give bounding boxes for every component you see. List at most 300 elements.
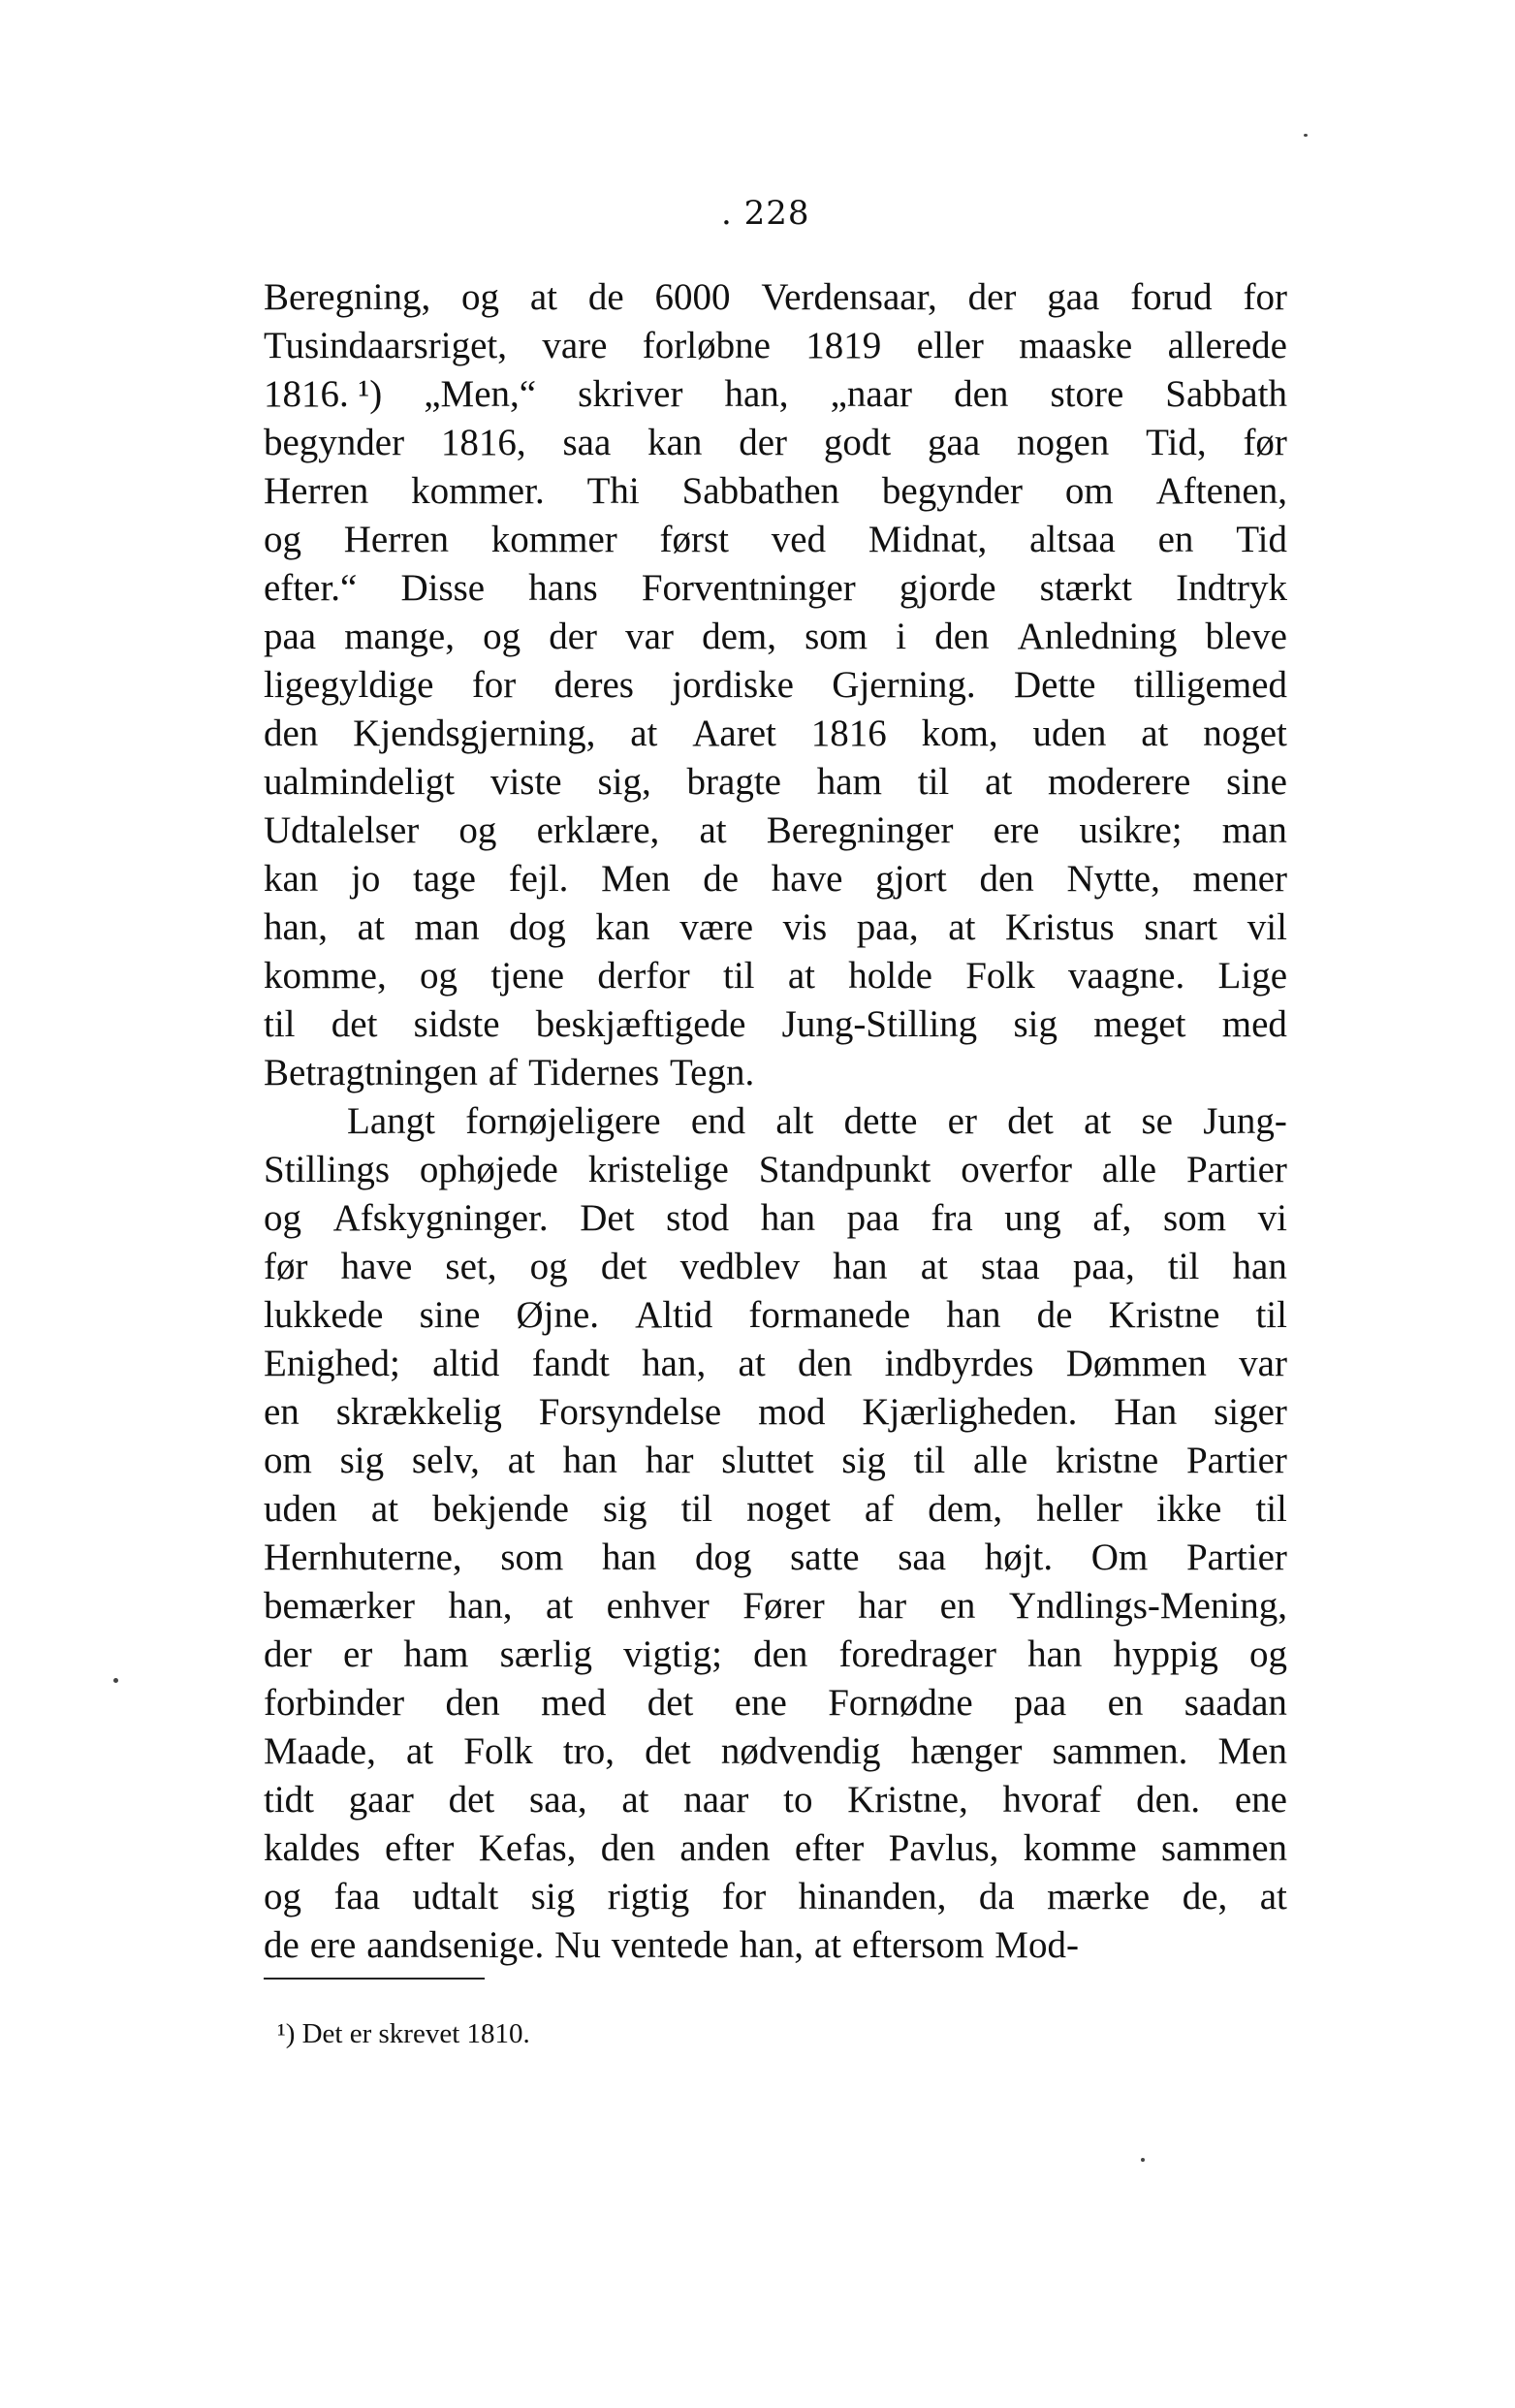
page-number: . 228 — [721, 194, 810, 233]
word: 1816, — [440, 422, 526, 463]
text-line — [264, 1049, 1287, 1097]
word: Sabbathen — [681, 470, 840, 512]
word: beskjæftigede — [535, 1003, 746, 1045]
word: uden — [264, 1488, 337, 1530]
word: tjene — [490, 955, 565, 997]
word: sig — [530, 1876, 576, 1917]
text-line — [264, 855, 1287, 903]
word: kan — [264, 858, 319, 900]
word: „Men,“ — [424, 373, 537, 415]
word: forbinder — [264, 1682, 405, 1724]
word: Herren — [264, 470, 369, 512]
word: til — [913, 1440, 946, 1481]
word: bleve — [1205, 616, 1287, 657]
word: ikke — [1156, 1488, 1222, 1530]
word: eftersom — [851, 1924, 985, 1966]
word: end — [690, 1100, 746, 1142]
word: før — [1243, 422, 1287, 463]
word: ene — [1234, 1779, 1287, 1821]
word: Standpunkt — [758, 1149, 931, 1190]
word: formanede — [748, 1294, 911, 1336]
word: altsaa — [1029, 519, 1116, 560]
word: ophøjede — [419, 1149, 558, 1190]
word: at — [529, 276, 558, 318]
word: Kjærligheden. — [862, 1391, 1078, 1433]
word: begynder — [881, 470, 1024, 512]
word: Folk — [965, 955, 1035, 997]
text-line — [264, 613, 1287, 661]
word: og — [420, 955, 458, 997]
text-line — [264, 758, 1287, 807]
text-line — [264, 322, 1287, 370]
word: for — [1243, 276, 1287, 318]
word: om — [264, 1440, 312, 1481]
word: godt — [823, 422, 892, 463]
word: paa — [846, 1197, 900, 1239]
word: som — [500, 1537, 564, 1578]
text-line — [264, 1243, 1287, 1291]
word: Udtalelser — [264, 809, 420, 851]
word: mod — [758, 1391, 826, 1433]
word: har — [858, 1585, 907, 1627]
word: det — [1007, 1100, 1054, 1142]
word: han, — [642, 1343, 707, 1384]
word: kristne — [1056, 1440, 1159, 1481]
word: Kristne — [1108, 1294, 1220, 1336]
word: for — [471, 664, 517, 706]
word: ung — [1004, 1197, 1061, 1239]
word: Forsyndelse — [538, 1391, 722, 1433]
word: de — [703, 858, 740, 900]
word: han — [833, 1246, 888, 1287]
word: komme, — [264, 955, 387, 997]
word: hvoraf — [1002, 1779, 1102, 1821]
word: fornøjeligere — [465, 1100, 661, 1142]
word: Sabbath — [1165, 373, 1287, 415]
word: overfor — [961, 1149, 1072, 1190]
word: han — [1232, 1246, 1287, 1287]
word: altid — [432, 1343, 500, 1384]
word: hinanden, — [798, 1876, 947, 1917]
word: staa — [981, 1246, 1040, 1287]
word: at — [787, 955, 815, 997]
word: gjorde — [899, 567, 996, 609]
text-line — [264, 273, 1287, 322]
text-line — [264, 1921, 1287, 1970]
word: Folk — [463, 1730, 533, 1772]
text-line — [264, 1291, 1287, 1340]
word: er — [947, 1100, 977, 1142]
word: ligegyldige — [264, 664, 434, 706]
word: Aaret — [692, 713, 776, 754]
word: Fører — [742, 1585, 825, 1627]
word: deres — [553, 664, 634, 706]
word: sig — [339, 1440, 385, 1481]
text-line — [264, 1824, 1287, 1873]
word: nogen — [1016, 422, 1110, 463]
word: af — [488, 1052, 519, 1093]
word: bragte — [686, 761, 781, 803]
word: Om — [1090, 1537, 1149, 1578]
word: den. — [1136, 1779, 1201, 1821]
word: Enighed; — [264, 1343, 400, 1384]
word: naar — [683, 1779, 749, 1821]
word: ham — [816, 761, 882, 803]
word: saa, — [529, 1779, 587, 1821]
word: Kjendsgjerning, — [353, 713, 596, 754]
word: noget — [1203, 713, 1287, 754]
word: kan — [595, 906, 650, 948]
word: erklære, — [536, 809, 660, 851]
word: det — [600, 1246, 647, 1287]
text-line — [264, 1776, 1287, 1824]
word: Jung-Stilling — [781, 1003, 978, 1045]
word: forud — [1130, 276, 1213, 318]
word: sidste — [413, 1003, 500, 1045]
text-line — [264, 952, 1287, 1000]
text-line — [264, 903, 1287, 952]
word: til — [680, 1488, 713, 1530]
word: enhver — [606, 1585, 710, 1627]
word: Fornødne — [828, 1682, 973, 1724]
word: Dette — [1014, 664, 1096, 706]
word: det — [645, 1730, 691, 1772]
word: holde — [848, 955, 932, 997]
word: en — [1157, 519, 1194, 560]
word: maaske — [1019, 325, 1133, 366]
word: kommer — [490, 519, 617, 560]
word: vare — [542, 325, 608, 366]
word: og — [264, 1197, 301, 1239]
speck — [1141, 2158, 1145, 2162]
word: kaldes — [264, 1827, 361, 1869]
word: dette — [843, 1100, 918, 1142]
word: dog — [694, 1537, 752, 1578]
word: Herren — [343, 519, 450, 560]
word: og — [1248, 1633, 1287, 1675]
word: højt. — [984, 1537, 1054, 1578]
word: en — [1107, 1682, 1144, 1724]
word: Jung- — [1203, 1100, 1287, 1142]
word: snart — [1144, 906, 1218, 948]
word: kan — [647, 422, 703, 463]
word: som — [805, 616, 868, 657]
word: han — [946, 1294, 1001, 1336]
word: den — [954, 373, 1009, 415]
word: Det — [580, 1197, 635, 1239]
word: tage — [413, 858, 476, 900]
word: skriver — [578, 373, 683, 415]
text-line — [264, 467, 1287, 516]
word: og — [529, 1246, 568, 1287]
word: Altid — [635, 1294, 713, 1336]
word: bekjende — [432, 1488, 569, 1530]
footnote-rule — [264, 1978, 485, 1980]
word: de — [264, 1924, 300, 1966]
text-line — [264, 516, 1287, 564]
text-line — [264, 710, 1287, 758]
text-line — [264, 1485, 1287, 1534]
word: tidt — [264, 1779, 315, 1821]
word: om — [1064, 470, 1114, 512]
word: efter — [384, 1827, 455, 1869]
word: Verdensaar, — [761, 276, 937, 318]
word: noget — [746, 1488, 831, 1530]
word: Beregninger — [766, 809, 954, 851]
word: jordiske — [672, 664, 794, 706]
word: at — [920, 1246, 948, 1287]
word: hans — [528, 567, 598, 609]
word: være — [679, 906, 754, 948]
text-line — [264, 564, 1287, 613]
word: paa — [1014, 1682, 1067, 1724]
word: ere — [993, 809, 1040, 851]
word: har — [645, 1440, 694, 1481]
text-line — [264, 1631, 1287, 1679]
word: at — [507, 1440, 535, 1481]
word: Indtryk — [1176, 567, 1287, 609]
word: gjort — [875, 858, 947, 900]
word: Partier — [1185, 1440, 1287, 1481]
word: have — [771, 858, 843, 900]
word: sine — [1226, 761, 1287, 803]
word: at — [630, 713, 658, 754]
word: at — [370, 1488, 399, 1530]
word: Han — [1114, 1391, 1178, 1433]
word: moderere — [1048, 761, 1191, 803]
word: og — [461, 276, 500, 318]
word: af — [864, 1488, 895, 1530]
word: hænger — [910, 1730, 1023, 1772]
word: vaagne. — [1068, 955, 1185, 997]
word: der — [549, 616, 598, 657]
word: til — [723, 955, 755, 997]
word: den — [753, 1633, 808, 1675]
word: set, — [445, 1246, 497, 1287]
word: Betragtningen — [264, 1052, 478, 1093]
text-line — [264, 1679, 1287, 1727]
word: dog — [509, 906, 566, 948]
word: ere — [309, 1924, 357, 1966]
word: til — [264, 1003, 296, 1045]
word: udtalt — [412, 1876, 499, 1917]
word: Kristus — [1005, 906, 1115, 948]
speck — [113, 1678, 118, 1683]
word: for — [721, 1876, 767, 1917]
word: der — [967, 276, 1017, 318]
word: de — [587, 276, 624, 318]
footnote: ¹) Det er skrevet 1810. — [277, 2018, 530, 2049]
word: Dømmen — [1065, 1343, 1207, 1384]
word: sig — [841, 1440, 886, 1481]
text-line — [264, 1727, 1287, 1776]
word: Tegn. — [670, 1052, 755, 1093]
word: selv, — [411, 1440, 480, 1481]
word: den — [797, 1343, 853, 1384]
word: kommer. — [411, 470, 545, 512]
word: den — [600, 1827, 656, 1869]
word: den — [979, 858, 1034, 900]
word: begynder — [264, 422, 405, 463]
word: man — [1221, 809, 1287, 851]
word: af, — [1092, 1197, 1132, 1239]
text-line — [264, 1534, 1287, 1582]
word: foredrager — [838, 1633, 996, 1675]
word: paa — [264, 616, 317, 657]
word: at — [813, 1924, 842, 1966]
word: Beregning, — [264, 276, 431, 318]
word: paa, — [1072, 1246, 1135, 1287]
word: en — [264, 1391, 300, 1433]
word: Men — [601, 858, 671, 900]
word: komme — [1023, 1827, 1137, 1869]
word: Nu — [554, 1924, 601, 1966]
word: Tusindaarsriget, — [264, 325, 507, 366]
word: alle — [1101, 1149, 1157, 1190]
word: sine — [419, 1294, 481, 1336]
body-text — [264, 273, 1287, 1970]
text-line — [264, 419, 1287, 467]
word: at — [948, 906, 976, 948]
word: var — [1239, 1343, 1287, 1384]
word: sammen — [1161, 1827, 1287, 1869]
word: at — [357, 906, 385, 948]
word: han — [601, 1537, 657, 1578]
word: efter.“ — [264, 567, 358, 609]
word: at — [1084, 1100, 1112, 1142]
word: fandt — [531, 1343, 610, 1384]
word: Afskygninger. — [332, 1197, 549, 1239]
word: Yndlings-Mening, — [1008, 1585, 1287, 1627]
word: saa — [562, 422, 612, 463]
word: rigtig — [607, 1876, 690, 1917]
word: ham — [403, 1633, 469, 1675]
text-line — [264, 1146, 1287, 1194]
text-line — [264, 1388, 1287, 1437]
word: den — [264, 713, 319, 754]
word: lukkede — [264, 1294, 384, 1336]
word: Mod- — [994, 1924, 1079, 1966]
word: Forventninger — [641, 567, 856, 609]
word: Tid, — [1146, 422, 1207, 463]
word: gaa — [1047, 276, 1100, 318]
word: saa — [898, 1537, 947, 1578]
word: som — [1163, 1197, 1227, 1239]
word: hyppig — [1113, 1633, 1218, 1675]
word: allerede — [1167, 325, 1287, 366]
word: 1816 — [810, 713, 887, 754]
word: der — [264, 1633, 312, 1675]
word: faa — [333, 1876, 381, 1917]
word: tilligemed — [1133, 664, 1287, 706]
word: de — [1036, 1294, 1073, 1336]
word: vis — [782, 906, 828, 948]
word: Tidernes — [528, 1052, 660, 1093]
word: til — [1255, 1294, 1287, 1336]
word: det — [331, 1003, 378, 1045]
text-line — [264, 807, 1287, 855]
word: med — [541, 1682, 607, 1724]
word: Gjerning. — [832, 664, 976, 706]
word: vi — [1257, 1197, 1287, 1239]
word: Kristne, — [847, 1779, 968, 1821]
text-line — [264, 1437, 1287, 1485]
word: særlig — [499, 1633, 593, 1675]
text-line — [264, 1000, 1287, 1049]
word: bemærker — [264, 1585, 415, 1627]
word: fra — [931, 1197, 973, 1239]
word: ualmindeligt — [264, 761, 456, 803]
word: jo — [351, 858, 381, 900]
word: vigtig; — [623, 1633, 722, 1675]
text-line — [264, 661, 1287, 710]
word: Men — [1217, 1730, 1287, 1772]
word: Kefas, — [478, 1827, 577, 1869]
word: Stillings — [264, 1149, 391, 1190]
word: han, — [448, 1585, 513, 1627]
word: Disse — [400, 567, 486, 609]
word: at — [699, 809, 727, 851]
word: og — [458, 809, 497, 851]
word: alle — [972, 1440, 1028, 1481]
word: eller — [916, 325, 984, 366]
word: at — [985, 761, 1013, 803]
word: aandsenige. — [366, 1924, 545, 1966]
word: Thi — [586, 470, 640, 512]
word: Partier — [1185, 1149, 1287, 1190]
word: stod — [666, 1197, 730, 1239]
word: store — [1050, 373, 1124, 415]
word: ved — [771, 519, 827, 560]
word: Lige — [1217, 955, 1287, 997]
word: de, — [1182, 1876, 1228, 1917]
word: have — [340, 1246, 413, 1287]
word: gaar — [348, 1779, 414, 1821]
word: Midnat, — [868, 519, 988, 560]
word: Aftenen, — [1155, 470, 1287, 512]
word: han, — [264, 906, 329, 948]
word: den — [934, 616, 990, 657]
text-line — [264, 1873, 1287, 1921]
word: sammen. — [1052, 1730, 1188, 1772]
word: forløbne — [642, 325, 771, 366]
text-line — [264, 1582, 1287, 1631]
word: siger — [1214, 1391, 1287, 1433]
word: han, — [724, 373, 789, 415]
word: dem, — [928, 1488, 1003, 1530]
word: først — [659, 519, 730, 560]
word: Maade, — [264, 1730, 376, 1772]
word: vil — [1247, 906, 1287, 948]
word: 1816. ¹) — [264, 373, 383, 415]
word: sig, — [597, 761, 651, 803]
word: at — [1259, 1876, 1287, 1917]
word: derfor — [597, 955, 690, 997]
word: anden — [679, 1827, 771, 1869]
word: Nytte, — [1066, 858, 1160, 900]
word: paa, — [856, 906, 919, 948]
word: dem, — [702, 616, 776, 657]
word: to — [783, 1779, 813, 1821]
word: skrækkelig — [335, 1391, 502, 1433]
word: satte — [790, 1537, 860, 1578]
word: mærke — [1047, 1876, 1151, 1917]
word: den — [445, 1682, 500, 1724]
word: at — [1141, 713, 1169, 754]
word: at — [405, 1730, 434, 1772]
word: mange, — [344, 616, 455, 657]
word: efter — [794, 1827, 865, 1869]
